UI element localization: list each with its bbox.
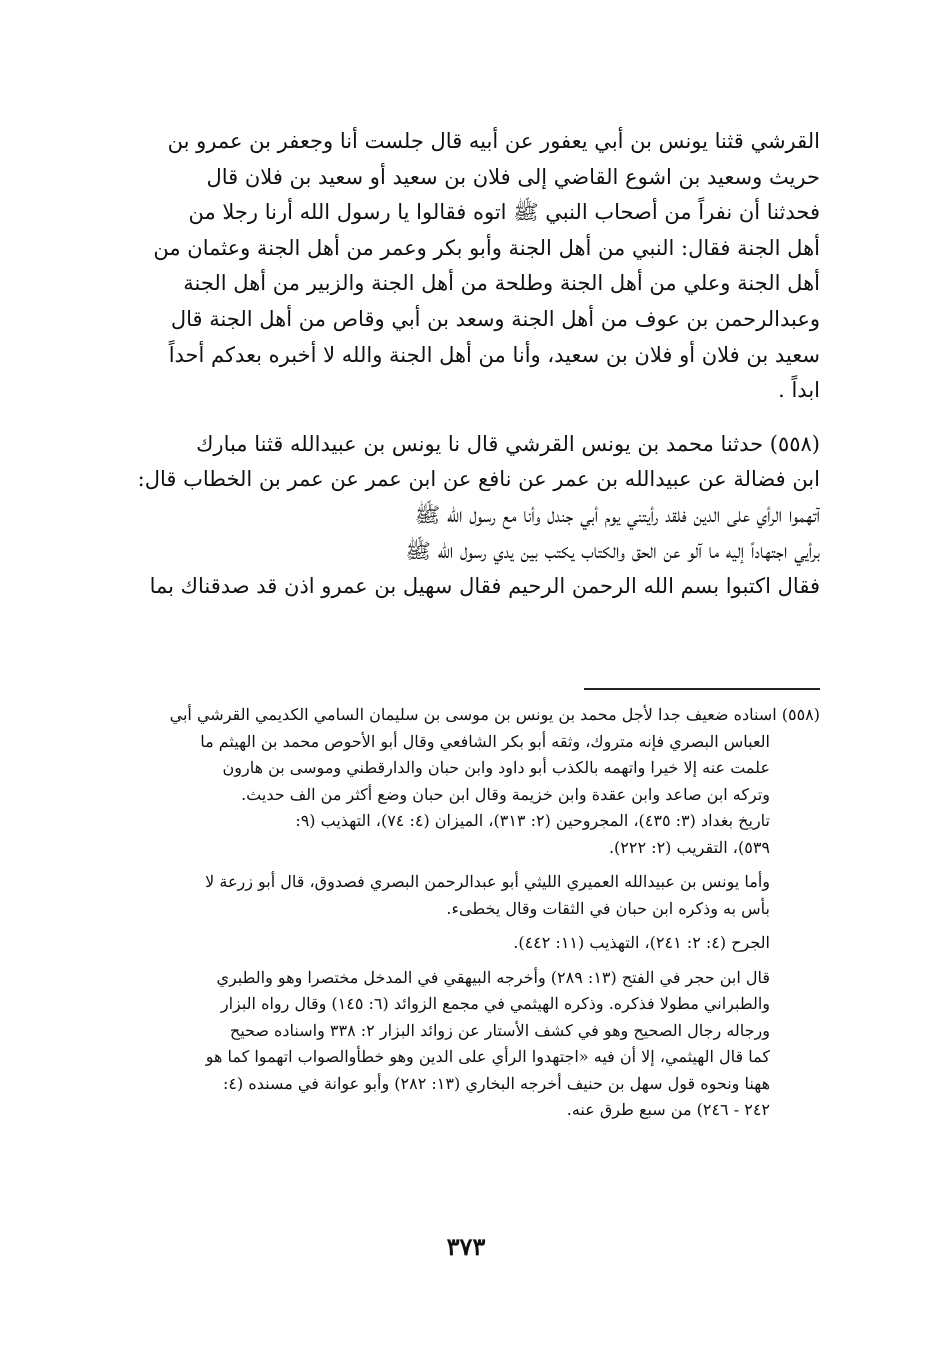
footnote-line: وتركه ابن صاعد وابن عقدة وابن خزيمة وقال ابن حبان وضع أكثر من الف حديث.	[241, 784, 770, 804]
footnote-line: ورجاله رجال الصحيح وهو في كشف الأستار عن زوائد البزار ٢: ٣٣٨ واسناده صحيح	[229, 1020, 770, 1040]
footnote-line: (٥٥٨) اسناده ضعيف جدا لأجل محمد بن يونس بن موسى بن سليمان السامي الكديمي القرشي أبي	[169, 705, 820, 724]
paragraph-gap	[112, 409, 820, 427]
footnote-line: ٢٤٢ - ٢٤٦) من سبع طرق عنه.	[566, 1100, 770, 1119]
footnote-line: بأس به وذكره ابن حبان في الثقات وقال يخطىء.	[446, 898, 770, 918]
main-text-line: فحدثنا أن نفراً من أصحاب النبي ﷺ اتوه فقالوا يا رسول الله أرنا رجلا من	[188, 200, 820, 225]
footnote-line: ٥٣٩)، التقريب (٢: ٢٢٢).	[608, 837, 770, 857]
footnote-line: قال ابن حجر في الفتح (١٣: ٢٨٩) وأخرجه البيهقي في المدخل مختصرا وهو والطبري	[216, 967, 770, 987]
footnote-line: والطبراني مطولا فذكره. وذكره الهيثمي في مجمع الزوائد (٦: ١٤٥) وقال رواه البزار	[220, 994, 770, 1013]
footnote-line: وأما يونس بن عبيدالله العميري الليثي أبو عبدالرحمن البصري فصدوق، قال أبو زرعة لا	[205, 872, 770, 891]
footnote-line: الجرح (٤: ٢: ٢٤١)، التهذيب (١١: ٤٤٢).	[513, 933, 770, 952]
main-text-line: القرشي قثنا يونس بن أبي يعفور عن أبيه قال جلست أنا وجعفر بن عمرو بن	[167, 129, 820, 153]
hadith-558-line: فقال اكتبوا بسم الله الرحمن الرحيم فقال سهيل بن عمرو اذن قد صدقناك بما	[149, 574, 820, 599]
footnote-line: تاريخ بغداد (٣: ٤٣٥)، المجروحين (٢: ٣١٣)، الميزان (٤: ٧٤)، التهذيب (٩:	[295, 811, 770, 830]
hadith-558-line: (٥٥٨) حدثنا محمد بن يونس القرشي قال نا يونس بن عبيدالله قثنا مبارك	[196, 431, 820, 456]
footnote-line: علمت عنه إلا خيرا واتهمه بالكذب أبو داود وابن حبان والدارقطني وموسى بن هارون	[222, 758, 770, 777]
main-text-line: سعيد بن فلان أو فلان بن سعيد، وأنا من أهل الجنة والله لا أخبره بعدكم أحداً	[168, 342, 820, 367]
footnotes	[112, 702, 820, 1124]
footnote-line: العباس البصري فإنه متروك، وثقه أبو بكر الشافعي وقال أبو الأحوص محمد بن الهيثم ما	[200, 731, 770, 751]
main-text-line: حريث وسعيد بن اشوع القاضي إلى فلان بن سعيد أو سعيد بن فلان قال	[206, 164, 820, 189]
main-text-line: ابداً .	[778, 378, 820, 403]
hadith-558-line: ابن فضالة عن عبيدالله بن عمر عن نافع عن ابن عمر عن عمر بن الخطاب قال:	[137, 467, 820, 492]
main-text-line: وعبدالرحمن بن عوف من أهل الجنة وسعد بن أبي وقاص من أهل الجنة قال	[170, 306, 820, 331]
main-text	[112, 124, 820, 605]
hadith-558-line: برأيي اجتهاداً إليه ما آلو عن الحق والكتاب يكتب بين يدي رسول الله ﷺ	[405, 538, 820, 563]
footnote-gap	[112, 957, 820, 965]
footnote-separator	[584, 688, 820, 690]
page-number: ٣٧٣	[446, 1232, 486, 1261]
hadith-558-line: آتهموا الرأي على الدين فلقد رأيتني يوم أبي جندل وأنا مع رسول الله ﷺ	[414, 502, 820, 527]
main-text-line: أهل الجنة وعلي من أهل الجنة وطلحة من أهل الجنة والزبير من أهل الجنة	[183, 271, 820, 296]
footnote-line: كما قال الهيثمي، إلا أن فيه «اجتهدوا الرأي على الدين وهو خطأوالصواب اتهموا كما هو	[205, 1047, 770, 1066]
footnote-line: ههنا ونحوه قول سهل بن حنيف أخرجه البخاري (١٣: ٢٨٢) وأبو عوانة في مسنده (٤:	[223, 1073, 770, 1093]
footnote-gap	[112, 861, 820, 869]
footnote-gap	[112, 922, 820, 930]
main-text-line: أهل الجنة فقال: النبي من أهل الجنة وأبو بكر وعمر من أهل الجنة وعثمان من	[153, 235, 820, 260]
